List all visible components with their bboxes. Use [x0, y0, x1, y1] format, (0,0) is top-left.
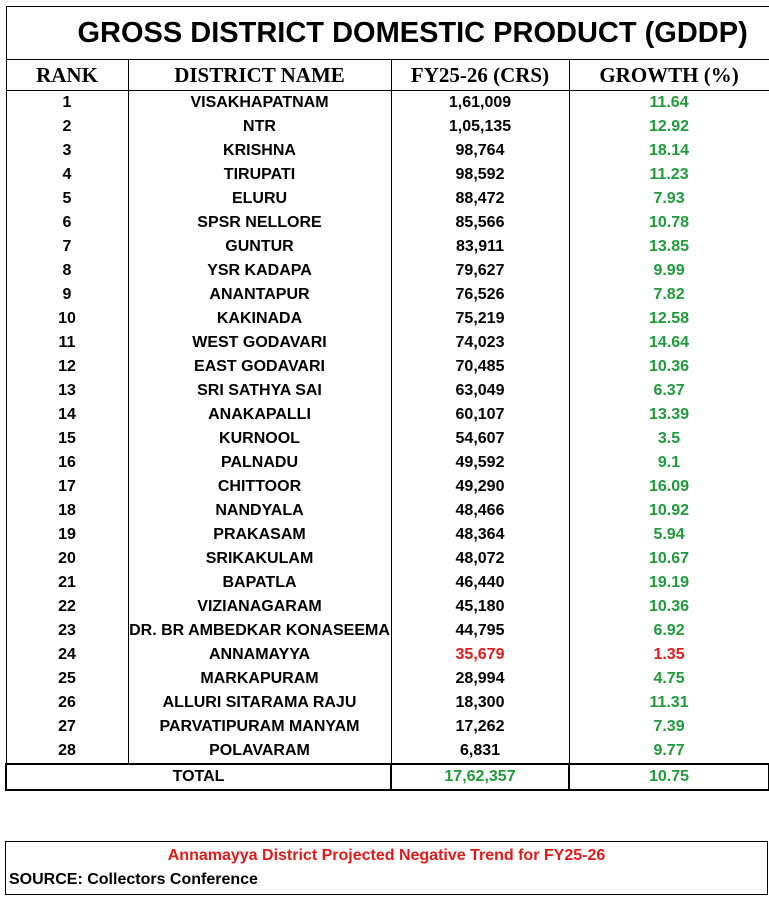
rank-cell: 22 [6, 595, 128, 619]
gddp-cell: 48,466 [391, 499, 569, 523]
district-cell: KAKINADA [128, 307, 391, 331]
table-row [6, 139, 769, 163]
table-row [6, 523, 769, 547]
table-row [6, 211, 769, 235]
district-cell: BAPATLA [128, 571, 391, 595]
growth-cell: 19.19 [569, 571, 769, 595]
rank-cell: 26 [6, 691, 128, 715]
district-cell: SRI SATHYA SAI [128, 379, 391, 403]
total-row [6, 764, 769, 790]
rank-cell: 28 [6, 739, 128, 764]
header-district: DISTRICT NAME [128, 60, 391, 91]
district-cell: EAST GODAVARI [128, 355, 391, 379]
gddp-cell: 46,440 [391, 571, 569, 595]
rank-cell: 15 [6, 427, 128, 451]
growth-cell: 5.94 [569, 523, 769, 547]
gddp-table [5, 6, 769, 791]
gddp-cell: 60,107 [391, 403, 569, 427]
gddp-cell: 48,364 [391, 523, 569, 547]
district-cell: CHITTOOR [128, 475, 391, 499]
total-label: TOTAL [6, 764, 391, 790]
district-cell: VISAKHAPATNAM [128, 91, 391, 116]
rank-cell: 18 [6, 499, 128, 523]
table-row [6, 355, 769, 379]
growth-cell: 7.39 [569, 715, 769, 739]
rank-cell: 11 [6, 331, 128, 355]
gddp-cell: 28,994 [391, 667, 569, 691]
table-row [6, 91, 769, 116]
rank-cell: 23 [6, 619, 128, 643]
district-cell: KURNOOL [128, 427, 391, 451]
table-row [6, 115, 769, 139]
gddp-cell: 18,300 [391, 691, 569, 715]
gddp-cell: 70,485 [391, 355, 569, 379]
table-row [6, 643, 769, 667]
rank-cell: 8 [6, 259, 128, 283]
total-growth: 10.75 [569, 764, 769, 790]
district-cell: KRISHNA [128, 139, 391, 163]
rank-cell: 10 [6, 307, 128, 331]
gddp-cell: 49,592 [391, 451, 569, 475]
page-title: GROSS DISTRICT DOMESTIC PRODUCT (GDDP) [6, 7, 769, 60]
table-row [6, 163, 769, 187]
table-row [6, 571, 769, 595]
growth-cell: 9.99 [569, 259, 769, 283]
gddp-cell: 54,607 [391, 427, 569, 451]
district-cell: PRAKASAM [128, 523, 391, 547]
total-gddp: 17,62,357 [391, 764, 569, 790]
district-cell: SPSR NELLORE [128, 211, 391, 235]
gddp-cell: 48,072 [391, 547, 569, 571]
table-row [6, 235, 769, 259]
gddp-sheet [5, 6, 768, 791]
rank-cell: 4 [6, 163, 128, 187]
rank-cell: 12 [6, 355, 128, 379]
district-cell: VIZIANAGARAM [128, 595, 391, 619]
table-row [6, 427, 769, 451]
growth-cell: 13.85 [569, 235, 769, 259]
table-row [6, 283, 769, 307]
gddp-cell: 76,526 [391, 283, 569, 307]
table-row [6, 499, 769, 523]
district-cell: PALNADU [128, 451, 391, 475]
growth-cell: 10.36 [569, 595, 769, 619]
gddp-cell: 88,472 [391, 187, 569, 211]
district-cell: WEST GODAVARI [128, 331, 391, 355]
growth-cell: 10.36 [569, 355, 769, 379]
footer-box [5, 841, 768, 895]
growth-cell: 11.64 [569, 91, 769, 116]
district-cell: DR. BR AMBEDKAR KONASEEMA [128, 619, 391, 643]
growth-cell: 11.31 [569, 691, 769, 715]
rank-cell: 2 [6, 115, 128, 139]
table-row [6, 379, 769, 403]
table-row [6, 715, 769, 739]
district-cell: NTR [128, 115, 391, 139]
growth-cell: 1.35 [569, 643, 769, 667]
growth-cell: 4.75 [569, 667, 769, 691]
rank-cell: 7 [6, 235, 128, 259]
table-row [6, 475, 769, 499]
district-cell: YSR KADAPA [128, 259, 391, 283]
header-gddp: FY25-26 (CRS) [391, 60, 569, 91]
rank-cell: 17 [6, 475, 128, 499]
gddp-cell: 74,023 [391, 331, 569, 355]
district-cell: ELURU [128, 187, 391, 211]
district-cell: TIRUPATI [128, 163, 391, 187]
growth-cell: 12.58 [569, 307, 769, 331]
gddp-cell: 44,795 [391, 619, 569, 643]
rank-cell: 3 [6, 139, 128, 163]
gddp-cell: 79,627 [391, 259, 569, 283]
rank-cell: 9 [6, 283, 128, 307]
table-row [6, 619, 769, 643]
rank-cell: 25 [6, 667, 128, 691]
header-rank: RANK [6, 60, 128, 91]
header-growth: GROWTH (%) [569, 60, 769, 91]
district-cell: POLAVARAM [128, 739, 391, 764]
district-cell: MARKAPURAM [128, 667, 391, 691]
rank-cell: 1 [6, 91, 128, 116]
table-row [6, 667, 769, 691]
table-row [6, 739, 769, 764]
rank-cell: 19 [6, 523, 128, 547]
growth-cell: 10.67 [569, 547, 769, 571]
growth-cell: 6.37 [569, 379, 769, 403]
gddp-cell: 63,049 [391, 379, 569, 403]
gddp-cell: 98,764 [391, 139, 569, 163]
growth-cell: 10.92 [569, 499, 769, 523]
district-cell: SRIKAKULAM [128, 547, 391, 571]
gddp-cell: 98,592 [391, 163, 569, 187]
rank-cell: 6 [6, 211, 128, 235]
table-row [6, 259, 769, 283]
rank-cell: 24 [6, 643, 128, 667]
growth-cell: 10.78 [569, 211, 769, 235]
rank-cell: 21 [6, 571, 128, 595]
district-cell: PARVATIPURAM MANYAM [128, 715, 391, 739]
source-line: SOURCE: Collectors Conference [9, 871, 258, 888]
gddp-cell: 1,05,135 [391, 115, 569, 139]
rank-cell: 5 [6, 187, 128, 211]
rank-cell: 20 [6, 547, 128, 571]
growth-cell: 6.92 [569, 619, 769, 643]
growth-cell: 13.39 [569, 403, 769, 427]
gddp-cell: 83,911 [391, 235, 569, 259]
table-row [6, 595, 769, 619]
gddp-cell: 75,219 [391, 307, 569, 331]
gddp-cell: 17,262 [391, 715, 569, 739]
rank-cell: 16 [6, 451, 128, 475]
growth-cell: 3.5 [569, 427, 769, 451]
trend-note: Annamayya District Projected Negative Trend for FY25-26 [167, 847, 606, 864]
rank-cell: 13 [6, 379, 128, 403]
gddp-cell: 49,290 [391, 475, 569, 499]
rank-cell: 14 [6, 403, 128, 427]
growth-cell: 16.09 [569, 475, 769, 499]
growth-cell: 9.77 [569, 739, 769, 764]
table-row [6, 403, 769, 427]
table-row [6, 307, 769, 331]
growth-cell: 7.93 [569, 187, 769, 211]
gddp-cell: 1,61,009 [391, 91, 569, 116]
gddp-cell: 35,679 [391, 643, 569, 667]
district-cell: ALLURI SITARAMA RAJU [128, 691, 391, 715]
growth-cell: 18.14 [569, 139, 769, 163]
growth-cell: 7.82 [569, 283, 769, 307]
district-cell: ANNAMAYYA [128, 643, 391, 667]
growth-cell: 11.23 [569, 163, 769, 187]
district-cell: ANANTAPUR [128, 283, 391, 307]
gddp-cell: 6,831 [391, 739, 569, 764]
table-row [6, 547, 769, 571]
district-cell: GUNTUR [128, 235, 391, 259]
title-row [6, 7, 769, 60]
growth-cell: 12.92 [569, 115, 769, 139]
growth-cell: 9.1 [569, 451, 769, 475]
table-row [6, 187, 769, 211]
district-cell: ANAKAPALLI [128, 403, 391, 427]
header-row [6, 60, 769, 91]
district-cell: NANDYALA [128, 499, 391, 523]
table-row [6, 331, 769, 355]
table-row [6, 691, 769, 715]
rank-cell: 27 [6, 715, 128, 739]
gddp-cell: 85,566 [391, 211, 569, 235]
growth-cell: 14.64 [569, 331, 769, 355]
table-row [6, 451, 769, 475]
gddp-cell: 45,180 [391, 595, 569, 619]
